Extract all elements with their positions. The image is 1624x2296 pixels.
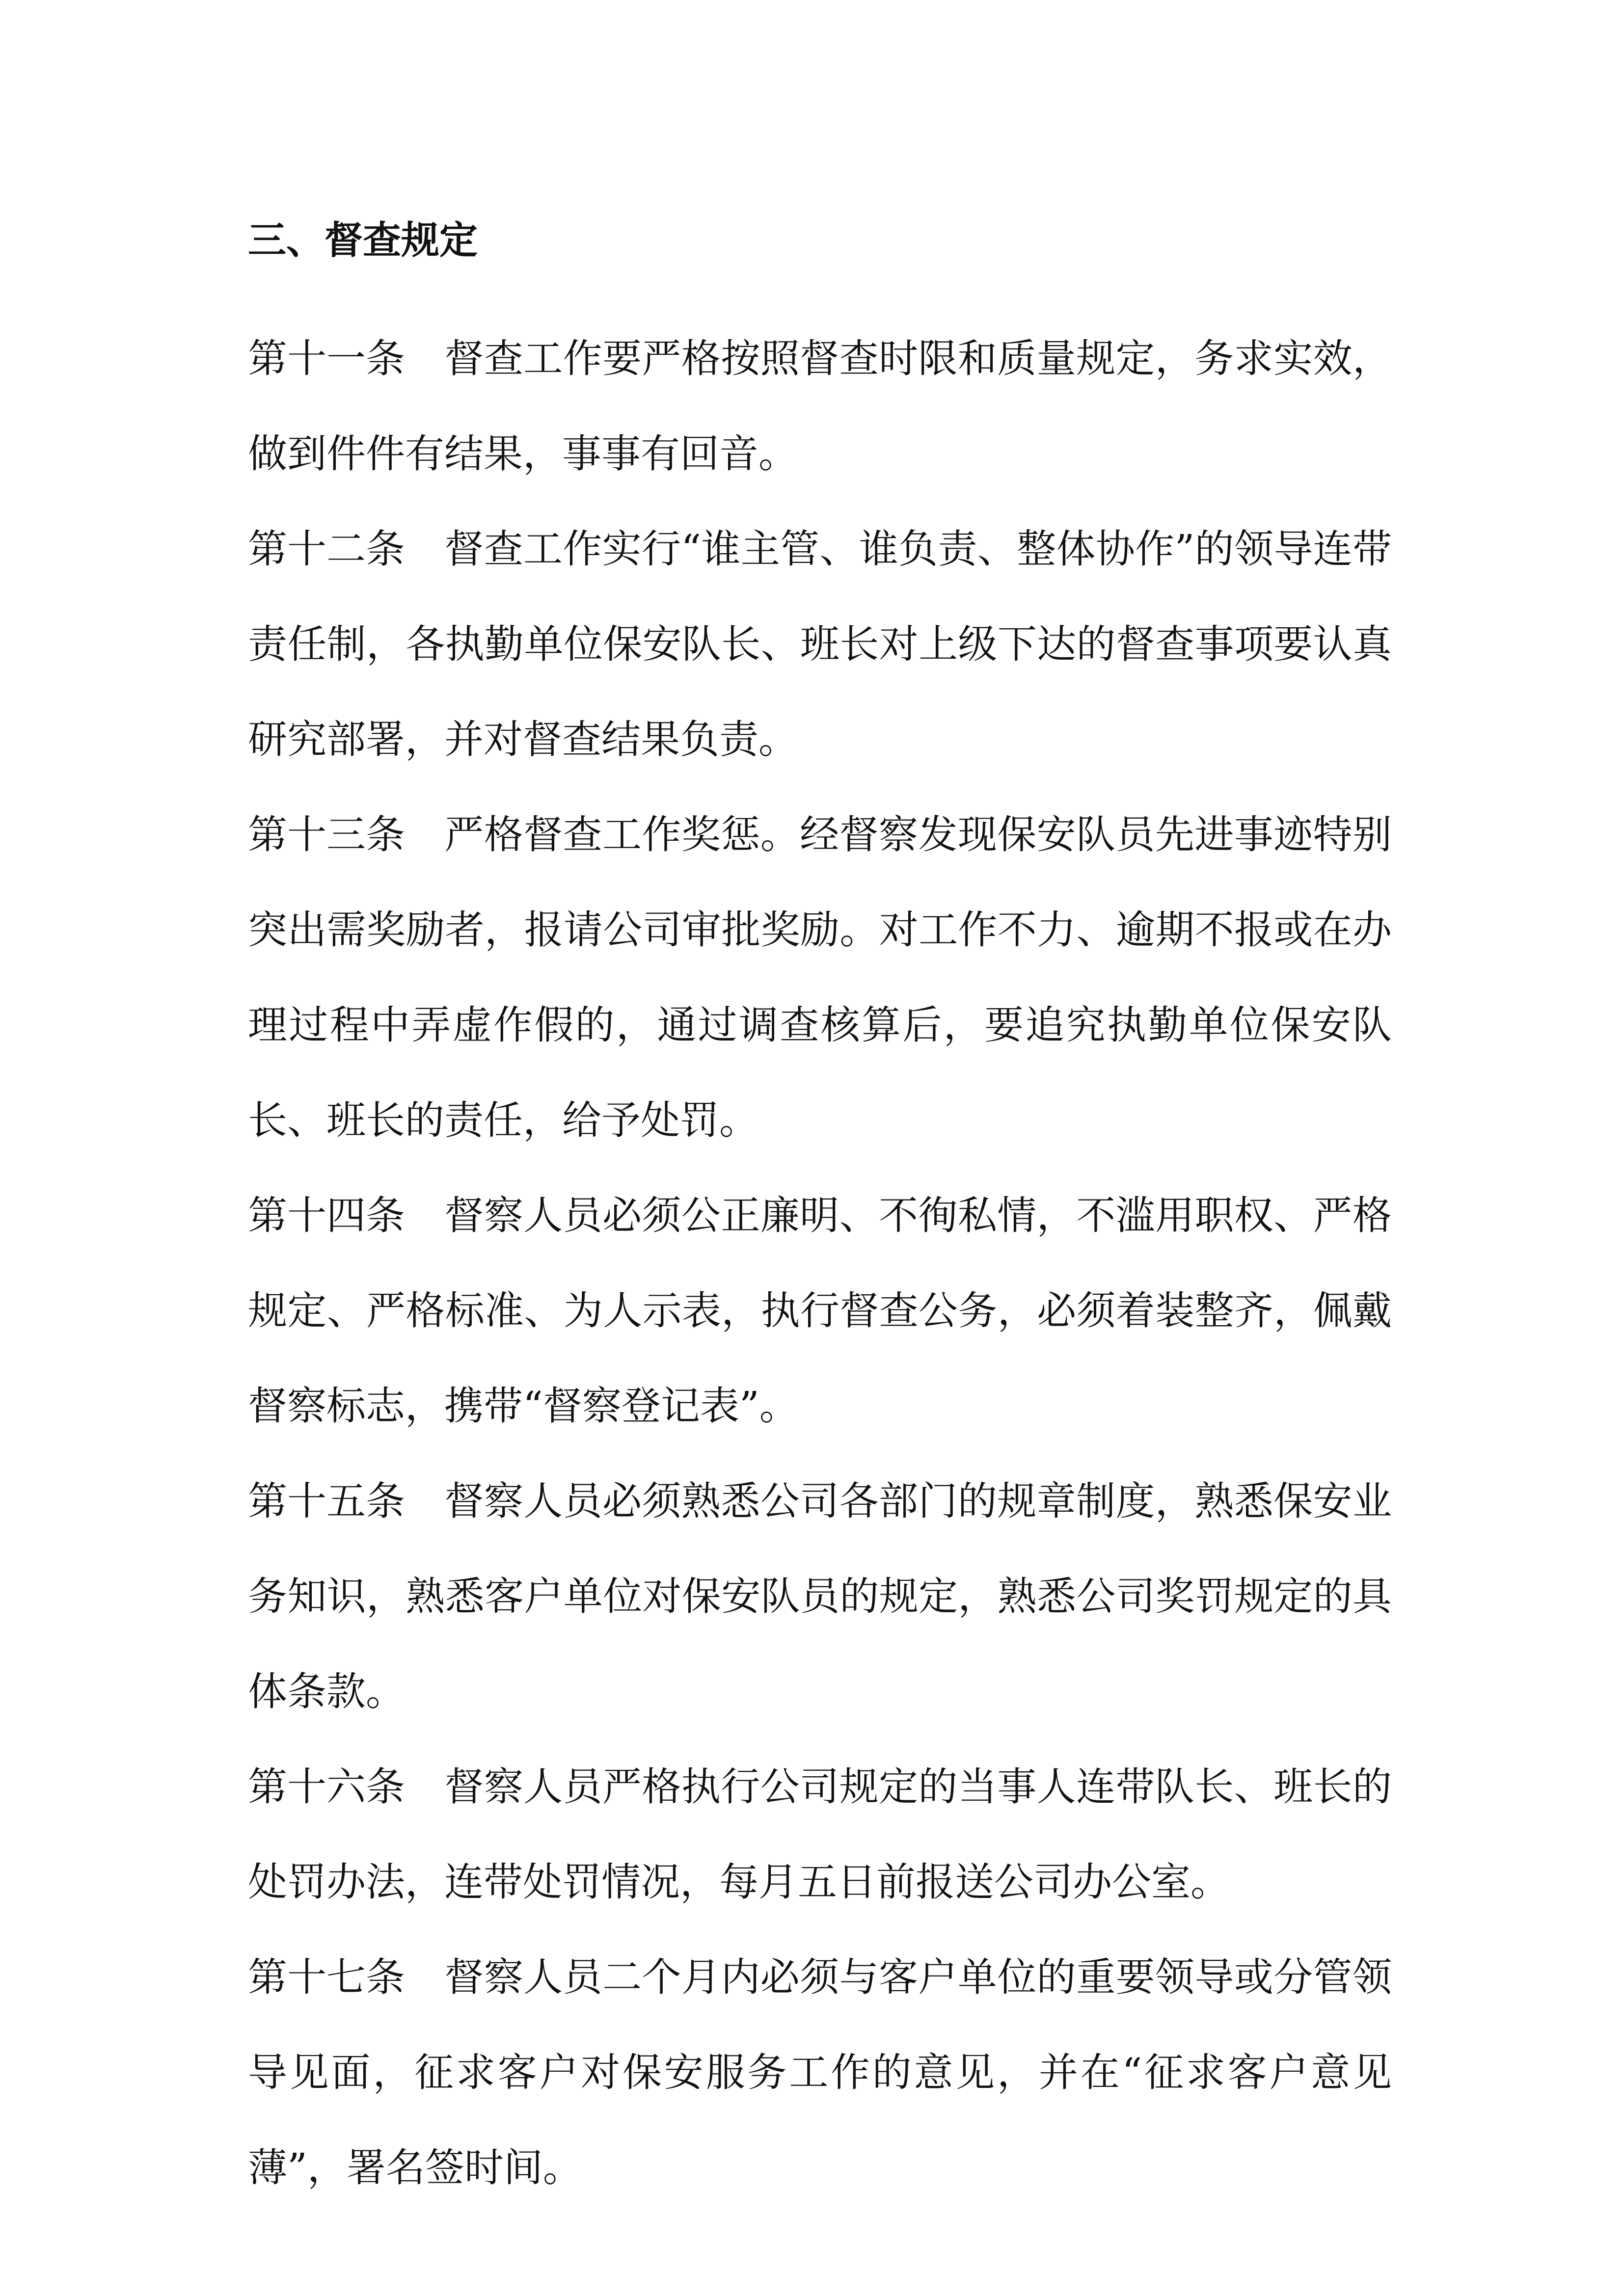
article-text: 督查工作要严格按照督查时限和质量规定，务求实效，做到件件有结果，事事有回音。 (248, 336, 1392, 477)
article-number: 第十四条 (248, 1193, 405, 1238)
article-text: 督察人员必须公正廉明、不徇私情，不滥用职权、严格规定、严格标准、为人示表，执行督查公务，必须着装整齐，佩戴督察标志，携带“督察登记表”。 (248, 1193, 1392, 1429)
article-number: 第十三条 (248, 812, 405, 857)
article-number: 第十六条 (248, 1764, 405, 1810)
section-heading: 三、督查规定 (248, 218, 478, 263)
article-11 (248, 311, 1392, 502)
document-body (248, 216, 1392, 2216)
article-number: 第十七条 (248, 1954, 405, 2000)
article-text: 督察人员必须熟悉公司各部门的规章制度，熟悉保安业务知识，熟悉客户单位对保安队员的规定，熟悉公司奖罚规定的具体条款。 (248, 1478, 1392, 1714)
article-16 (248, 1739, 1392, 1930)
article-number: 第十五条 (248, 1478, 405, 1524)
article-number: 第十二条 (248, 526, 405, 572)
article-text: 严格督查工作奖惩。经督察发现保安队员先进事迹特别突出需奖励者，报请公司审批奖励。对工作不力、逾期不报或在办理过程中弄虚作假的，通过调查核算后，要追究执勤单位保安队长、班长的责任，给予处罚。 (248, 812, 1392, 1143)
article-14 (248, 1168, 1392, 1454)
article-12 (248, 502, 1392, 787)
article-text: 督察人员严格执行公司规定的当事人连带队长、班长的处罚办法，连带处罚情况，每月五日前报送公司办公室。 (248, 1764, 1392, 1905)
article-text: 督察人员二个月内必须与客户单位的重要领导或分管领导见面，征求客户对保安服务工作的意见，并在“征求客户意见薄”，署名签时间。 (248, 1954, 1392, 2190)
article-15 (248, 1454, 1392, 1739)
article-text: 督查工作实行“谁主管、谁负责、整体协作”的领导连带责任制，各执勤单位保安队长、班长对上级下达的督查事项要认真研究部署，并对督查结果负责。 (248, 526, 1392, 762)
article-13 (248, 787, 1392, 1168)
article-number: 第十一条 (248, 336, 405, 381)
article-17 (248, 1930, 1392, 2216)
